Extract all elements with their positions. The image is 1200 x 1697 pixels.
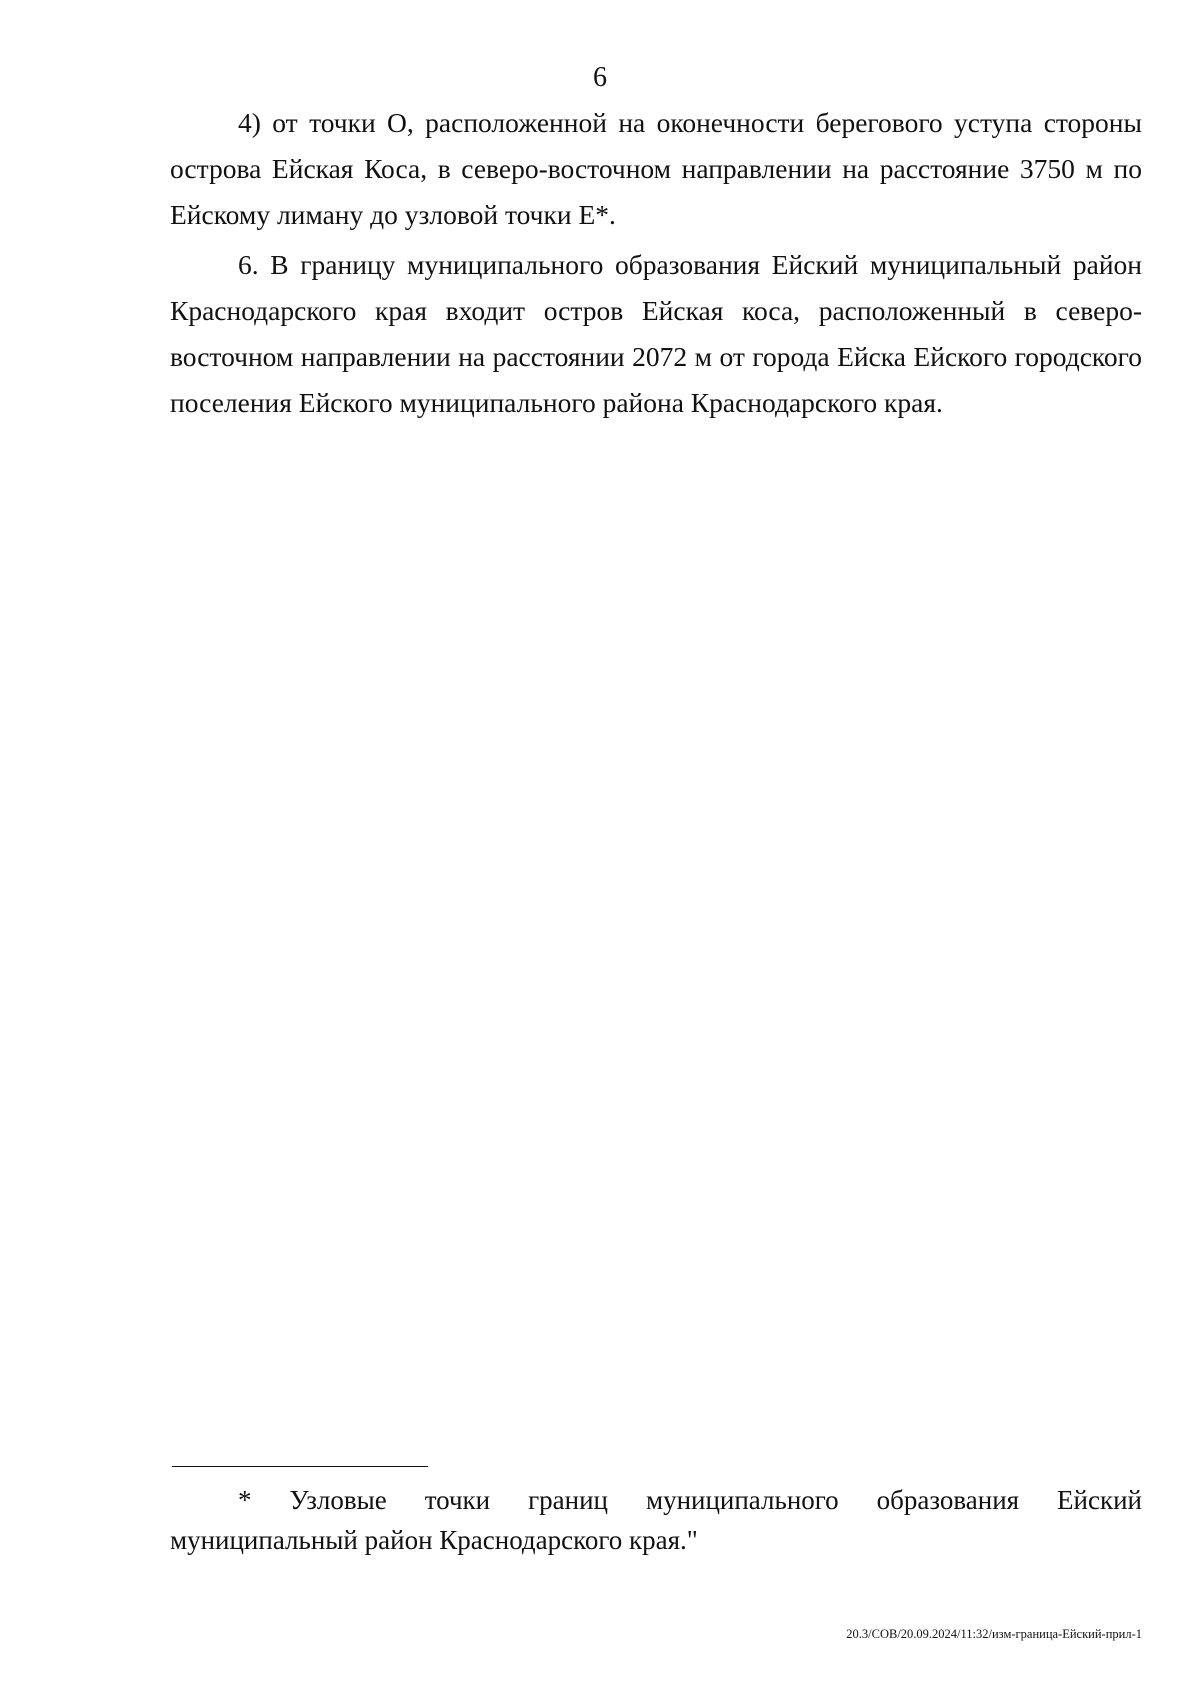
- document-body: [170, 100, 1142, 430]
- document-file-code: 20.3/СОВ/20.09.2024/11:32/изм-граница-Ейский-прил-1: [846, 1627, 1142, 1641]
- footnote-text: * Узловые точки границ муниципального образования Ейский муниципальный район Краснодарского края.": [170, 1485, 1142, 1555]
- footnote-separator: [172, 1466, 428, 1467]
- page-number: 6: [593, 62, 607, 93]
- paragraph-item-6: 6. В границу муниципального образования Ейский муниципальный район Краснодарского края входит остров Ейская коса, расположенный в северо-восточном направлении на расстоянии 2072 м от города Ейска Ейского городского поселения Ейского муниципального района Краснодарского края.: [170, 249, 1142, 418]
- paragraph-point-4: 4) от точки О, расположенной на оконечности берегового уступа стороны острова Ейская Коса, в северо-восточном направлении на расстояние 3750 м по Ейскому лиману до узловой точки Е*.: [170, 107, 1142, 230]
